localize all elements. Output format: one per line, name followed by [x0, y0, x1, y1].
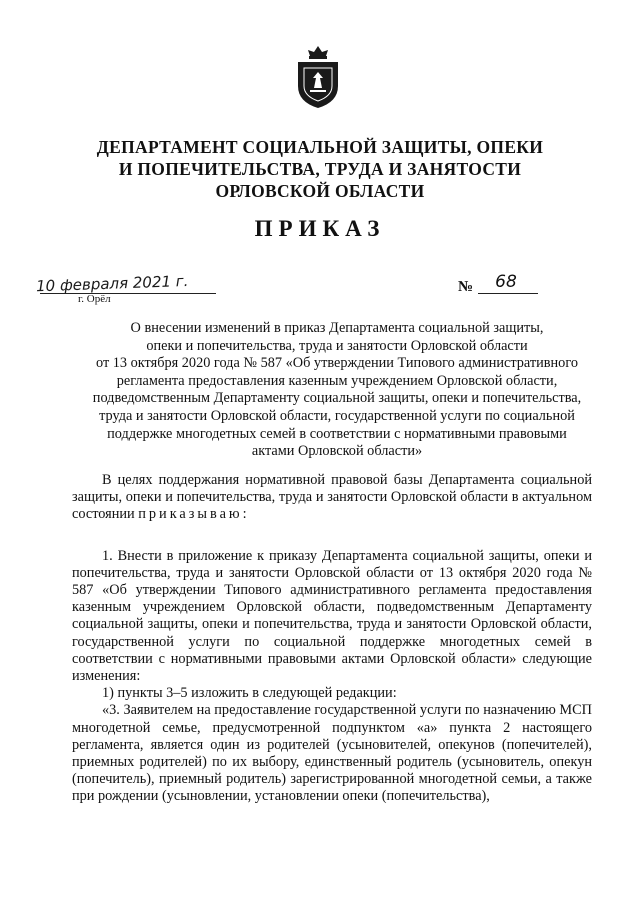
number-underline — [478, 293, 538, 294]
department-line-3: ОРЛОВСКОЙ ОБЛАСТИ — [215, 181, 425, 201]
subject-line: актами Орловской области» — [251, 443, 423, 460]
item-1-paragraph: 1. Внести в приложение к приказу Департамента социальной защиты, опеки и попечительства, труда и занятости Орловской области от 13 октября 2020 года № 587 «Об утверждении Типового административного регламента предоставления казенным учреждением Орловской области, подведомственным Департаменту социальной защиты, опеки и попечительства, труда и занятости Орловской области, государственной услуги по социальной поддержке многодетных семей в соответствии с нормативными правовыми актами Орловской области» следующие изменения: — [72, 547, 592, 685]
document-type-title: ПРИКАЗ — [254, 216, 386, 241]
item-3-paragraph: «3. Заявителем на предоставление государственной услуги по назначению МСП многодетной семье, предусмотренной подпунктом «а» пункта 2 настоящего регламента, является один из родителей (усыновителей, опекунов (попечителей), приемных родителей) по их выбору, единственный родитель (усыновитель, опекун (попечитель), приемный родитель) зарегистрированной многодетной семьи, а также при рождении (усыновлении, установлении опеки (попечительства), — [72, 702, 592, 805]
subject-line: поддержке многодетных семей в соответствии с нормативными правовыми — [107, 425, 567, 442]
date-underline — [40, 293, 216, 294]
handwritten-number: 68 — [495, 272, 517, 292]
department-line-2: И ПОПЕЧИТЕЛЬСТВА, ТРУДА И ЗАНЯТОСТИ — [118, 159, 522, 179]
department-name — [60, 136, 580, 202]
order-body — [72, 472, 592, 806]
subject-line: О внесении изменений в приказ Департамента социальной защиты, — [130, 320, 544, 336]
department-line-1: ДЕПАРТАМЕНТ СОЦИАЛЬНОЙ ЗАЩИТЫ, ОПЕКИ — [96, 137, 544, 157]
subject-line: от 13 октября 2020 года № 587 «Об утверждении Типового административного — [96, 355, 578, 372]
item-1-subitem-1: 1) пункты 3–5 изложить в следующей редакции: — [102, 685, 397, 702]
preamble-paragraph — [72, 472, 592, 524]
subject-line: регламента предоставления казенным учреждением Орловской области, — [116, 372, 558, 389]
subject-line: подведомственным Департаменту социальной защиты, опеки и попечительства, — [92, 390, 582, 407]
number-label: № — [458, 279, 474, 295]
handwritten-date: 10 февраля 2021 г. — [35, 272, 189, 296]
orel-region-coat-of-arms-icon — [292, 44, 344, 110]
subject-line: труда и занятости Орловской области, государственной услуги по социальной — [99, 407, 575, 424]
subject-line: опеки и попечительства, труда и занятости Орловской области — [146, 337, 528, 354]
order-subject — [72, 320, 602, 461]
city-label: г. Орёл — [78, 293, 111, 305]
preamble-text: В целях поддержания нормативной правовой базы Департамента социальной защиты, опеки и попечительства, труда и занятости Орловской области в актуальном состоянии — [72, 472, 592, 523]
preamble-command: приказываю: — [138, 506, 250, 523]
